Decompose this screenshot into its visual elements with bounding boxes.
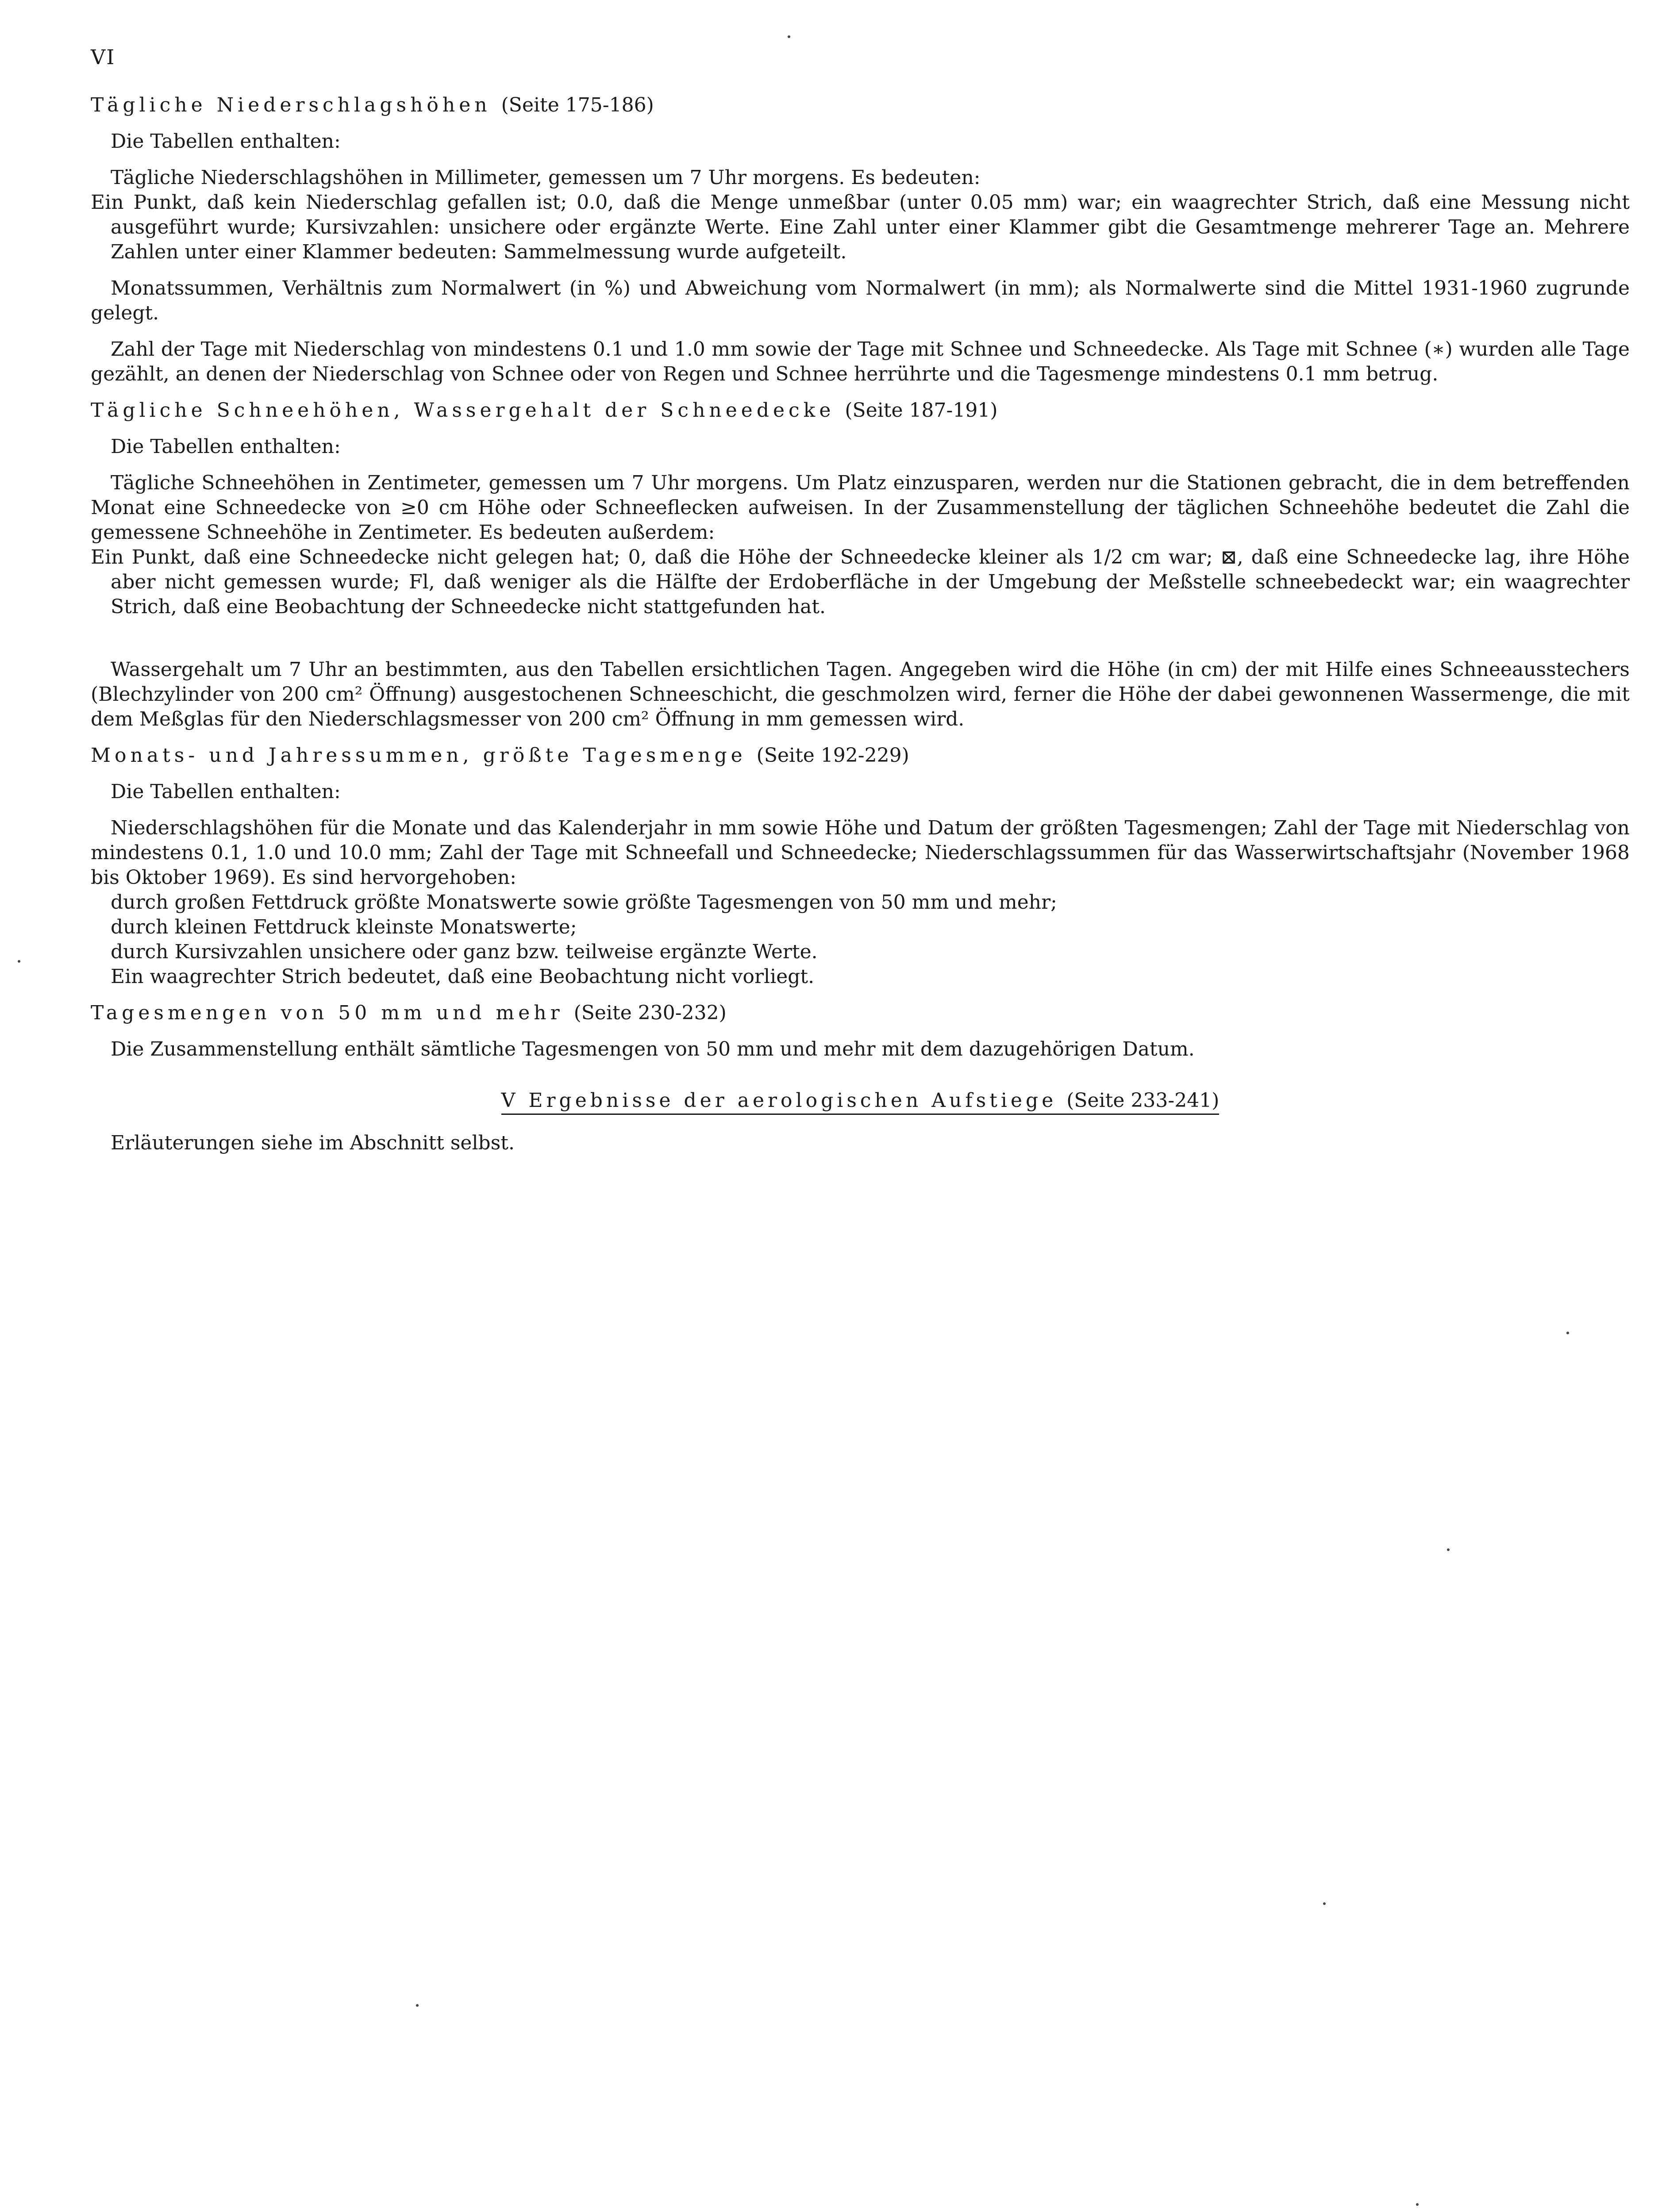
paragraph-water-content: Wassergehalt um 7 Uhr an bestimmten, aus den Tabellen ersichtlichen Tagen. Angegeben wird die Höhe (in cm) der mit Hilfe eines Schneeausstechers (Blechzylinder von 200 cm² Öffnung) ausgestochenen Schneeschicht, die geschmolzen wird, ferner die Höhe der dabei gewonnenen Wassermenge, die mit dem Meßglas für den Niederschlagsmesser von 200 cm² Öffnung in mm gemessen wird.: [91, 658, 1630, 730]
section-intro: Die Tabellen enthalten:: [111, 780, 341, 803]
section-heading-monatssummen: Monats- und Jahressummen, größte Tagesmenge (Seite 192-229): [91, 744, 909, 767]
list-item: durch großen Fettdruck größte Monatswerte sowie größte Tagesmengen von 50 mm und mehr;: [111, 891, 1057, 914]
chapter-heading: V Ergebnisse der aerologischen Aufstiege (Seite 233-241): [91, 1088, 1630, 1113]
section-intro: Die Tabellen enthalten:: [111, 435, 341, 458]
paragraph-daily-amounts: Die Zusammenstellung enthält sämtliche Tagesmengen von 50 mm und mehr mit dem dazugehörigen Datum.: [111, 1038, 1195, 1060]
paragraph-annual-sums: Niederschlagshöhen für die Monate und das Kalenderjahr in mm sowie Höhe und Datum der größten Tagesmengen; Zahl der Tage mit Niederschlag von mindestens 0.1, 1.0 und 10.0 mm; Zahl der Tage mit Schneefall und Schneedecke; Niederschlagssummen für das Wasserwirtschaftsjahr (November 1968 bis Oktober 1969). Es sind hervorgehoben: durch großen Fettdruck größte Monatswerte sowie größte Tagesmengen von 50 mm und mehr; durch kleinen Fettdruck kleinste Monatswerte; durch Kursivzahlen unsichere oder ganz bzw. teilweise ergänzte Werte. Ein waagrechter Strich bedeutet, daß eine Beobachtung nicht vorliegt.: [91, 816, 1630, 989]
paragraph-days-count: Zahl der Tage mit Niederschlag von mindestens 0.1 und 1.0 mm sowie der Tage mit Schnee und Schneedecke. Als Tage mit Schnee (∗) wurden alle Tage gezählt, an denen der Niederschlag von Schnee oder von Regen und Schnee herrührte und die Tagesmenge mindestens 0.1 mm betrug.: [91, 338, 1630, 385]
page-content: [91, 93, 1630, 1167]
paragraph-snow-depth: Tägliche Schneehöhen in Zentimeter, gemessen um 7 Uhr morgens. Um Platz einzusparen, werden nur die Stationen gebracht, die in dem betreffenden Monat eine Schneedecke von ≥0 cm Höhe oder Schneeflecken aufweisen. In der Zusammenstellung der täglichen Schneehöhe bedeutet die Zahl die gemessene Schneehöhe in Zentimeter. Es bedeuten außerdem: Ein Punkt, daß eine Schneedecke nicht gelegen hat; 0, daß die Höhe der Schneedecke kleiner als 1/2 cm war; ⊠, daß eine Schneedecke lag, ihre Höhe aber nicht gemessen wurde; Fl, daß weniger als die Hälfte der Erdoberfläche in der Umgebung der Meßstelle schneebedeckt war; ein waagrechter Strich, daß eine Beobachtung der Schneedecke nicht stattgefunden hat.: [91, 472, 1630, 618]
chapter-note: Erläuterungen siehe im Abschnitt selbst.: [111, 1132, 515, 1154]
section-intro: Die Tabellen enthalten:: [111, 130, 341, 153]
section-heading-niederschlag: Tägliche Niederschlagshöhen (Seite 175-186): [91, 94, 654, 116]
page-number: VI: [91, 45, 115, 69]
list-item: durch kleinen Fettdruck kleinste Monatswerte;: [111, 916, 577, 938]
list-item: Ein waagrechter Strich bedeutet, daß eine Beobachtung nicht vorliegt.: [111, 965, 815, 988]
section-heading-tagesmengen: Tagesmengen von 50 mm und mehr (Seite 230-232): [91, 1002, 727, 1024]
paragraph-daily-precip: Tägliche Niederschlagshöhen in Millimeter, gemessen um 7 Uhr morgens. Es bedeuten: Ein Punkt, daß kein Niederschlag gefallen ist; 0.0, daß die Menge unmeßbar (unter 0.05 mm) war; ein waagrechter Strich, daß eine Messung nicht ausgeführt wurde; Kursivzahlen: unsichere oder ergänzte Werte. Eine Zahl unter einer Klammer gibt die Gesamtmenge mehrerer Tage an. Mehrere Zahlen unter einer Klammer bedeuten: Sammelmessung wurde aufgeteilt.: [91, 166, 1630, 263]
paragraph-monthly-sums: Monatssummen, Verhältnis zum Normalwert (in %) und Abweichung vom Normalwert (in mm); als Normalwerte sind die Mittel 1931-1960 zugrunde gelegt.: [91, 277, 1630, 324]
section-heading-schneehoehen: Tägliche Schneehöhen, Wassergehalt der Schneedecke (Seite 187-191): [91, 399, 998, 422]
list-item: durch Kursivzahlen unsichere oder ganz bzw. teilweise ergänzte Werte.: [111, 941, 818, 963]
